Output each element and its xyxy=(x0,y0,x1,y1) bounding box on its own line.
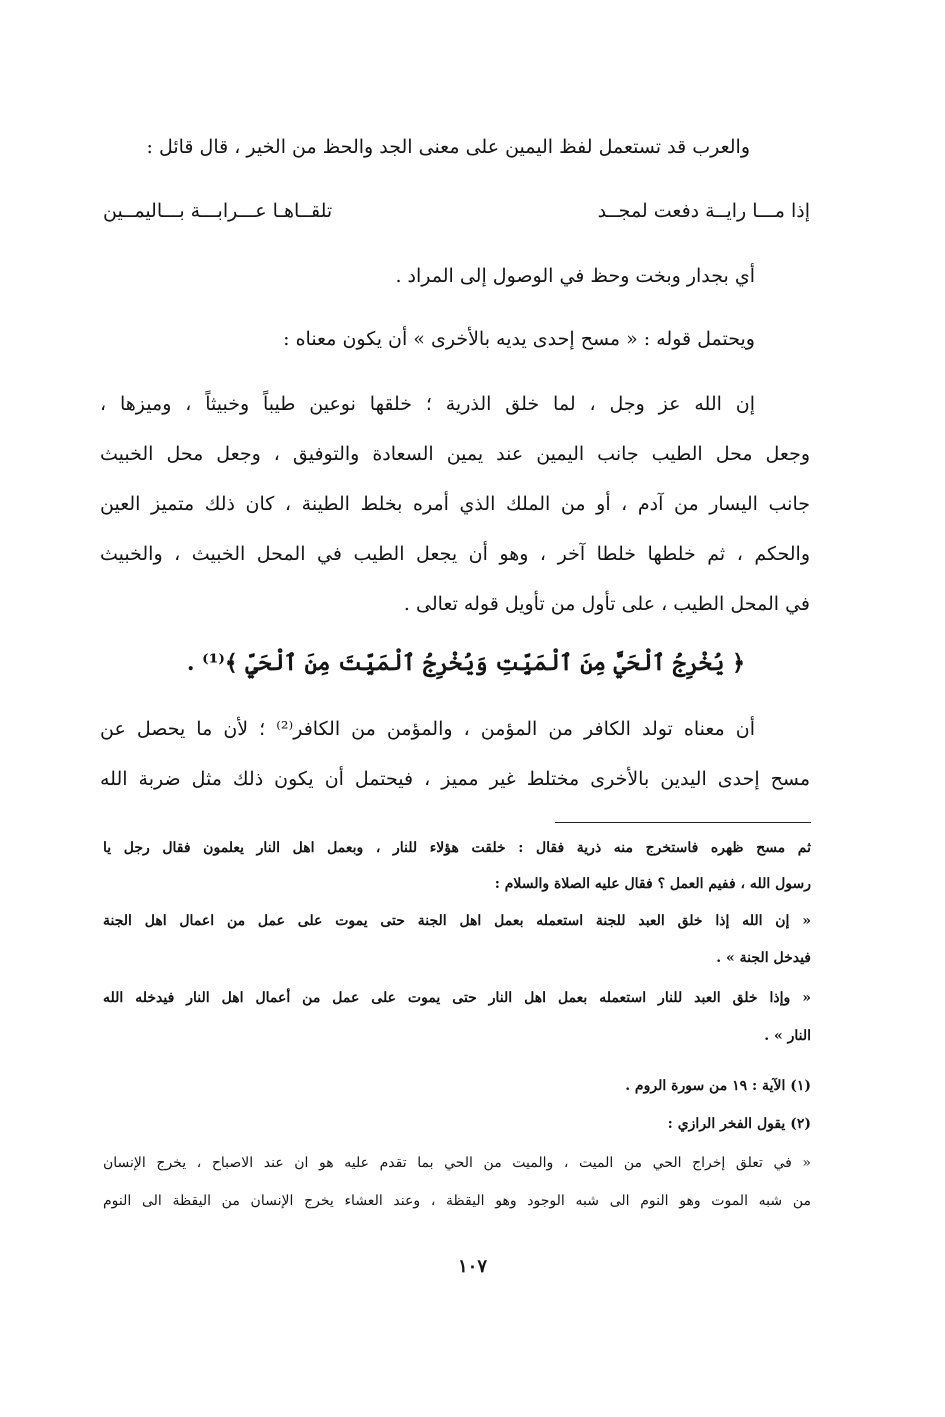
footnote-line: النار » . xyxy=(764,1028,811,1044)
quran-verse: ﴿ يُخْرِجُ ٱلْحَيَّ مِنَ ٱلْمَيِّتِ وَيُخْرِجُ ٱلْمَيِّتَ مِنَ ٱلْحَيِّ ﴾⁽¹⁾ . xyxy=(186,650,745,676)
footnote-line: رسول الله ، ففيم العمل ؟ فقال عليه الصلاة والسلام : xyxy=(494,876,811,892)
body-line-4: ويحتمل قوله : « مسح إحدى يديه بالأخرى » أن يكون معناه : xyxy=(283,328,755,350)
poem-hemistich-right: إذا مـــا رايــة دفعت لمجــد xyxy=(597,200,810,222)
footnote-line: « في تعلق إخراج الحي من الميت ، والميت من الحي بما تقدم عليه هو ان عند الاصباح ، يخرج الإنسان xyxy=(103,1155,811,1171)
footnote-line: من شبه الموت وهو النوم الى شبه الوجود وهو اليقظة ، وعند العشاء يخرج الإنسان من اليقظة الى النوم xyxy=(103,1193,811,1209)
paragraph-line: وجعل محل الطيب جانب اليمين عند يمين السعادة والتوفيق ، وجعل محل الخبيث xyxy=(100,443,810,465)
footnote-line: « وإذا خلق العبد للنار استعمله بعمل اهل النار حتى يموت على عمل من أعمال اهل النار فيدخله الله xyxy=(103,990,811,1006)
paragraph-line: في المحل الطيب ، على تأول من تأويل قوله تعالى . xyxy=(403,593,810,615)
paragraph-line: والحكم ، ثم خلطها خلطا آخر ، وهو أن يجعل الطيب في المحل الخبيث ، والخبيث xyxy=(100,543,810,565)
paragraph-line: أن معناه تولد الكافر من المؤمن ، والمؤمن من الكافر⁽²⁾ ؛ لأن ما يحصل عن xyxy=(100,718,755,740)
footnote-1: (١) الآية : ١٩ من سورة الروم . xyxy=(625,1078,811,1094)
footnote-separator xyxy=(555,822,811,823)
page-number: ١٠٧ xyxy=(457,1256,487,1277)
paragraph-line: مسح إحدى اليدين بالأخرى مختلط غير مميز ، فيحتمل أن يكون ذلك مثل ضربة الله xyxy=(100,768,810,790)
footnote-2: (٢) يقول الفخر الرازي : xyxy=(667,1116,811,1132)
body-line-1: والعرب قد تستعمل لفظ اليمين على معنى الجد والحظ من الخير ، قال قائل : xyxy=(146,136,750,158)
footnote-line: فيدخل الجنة » . xyxy=(716,950,811,966)
body-line-3: أي بجدار وبخت وحظ في الوصول إلى المراد . xyxy=(395,265,755,287)
paragraph-line: إن الله عز وجل ، لما خلق الذرية ؛ خلقها نوعين طيباً وخبيثاً ، وميزها ، xyxy=(100,393,755,415)
footnote-line: ثم مسح ظهره فاستخرج منه ذرية فقال : خلقت هؤلاء للنار ، وبعمل اهل النار يعلمون فقال رجل يا xyxy=(103,840,811,856)
footnote-line: « إن الله إذا خلق العبد للجنة استعمله بعمل اهل الجنة حتى يموت على عمل من اعمال اهل الجنة xyxy=(103,913,811,929)
poem-hemistich-left: تلقــاهـا عـــرابـــة بـــاليمــين xyxy=(103,200,333,222)
paragraph-line: جانب اليسار من آدم ، أو من الملك الذي أمره بخلط الطينة ، كان ذلك متميز العين xyxy=(100,493,810,515)
